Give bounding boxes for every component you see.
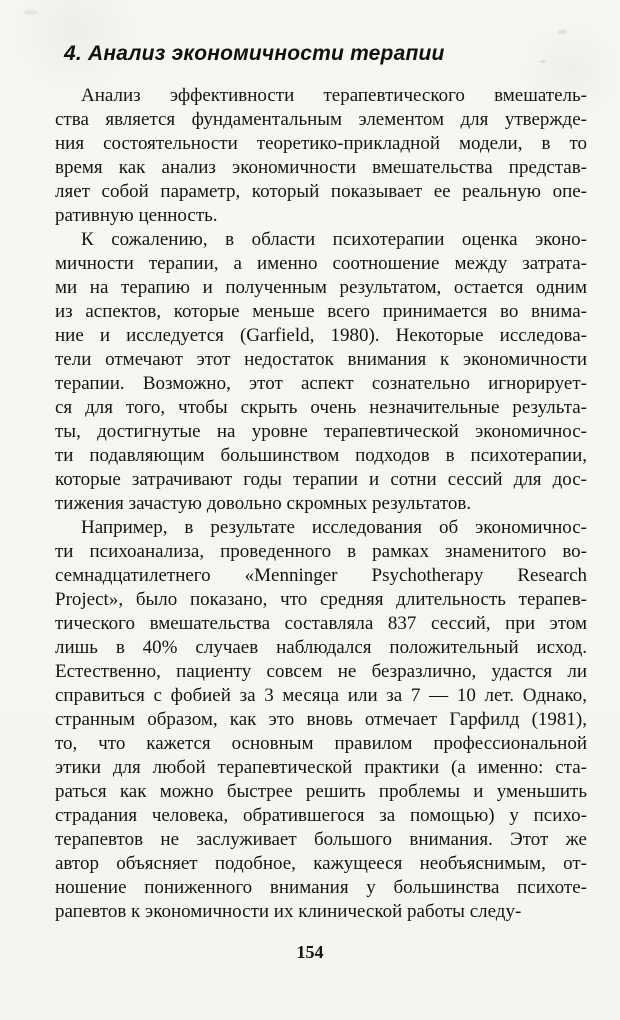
text-line: ние и исследуется (Garfield, 1980). Некоторые исследова- [55, 325, 587, 346]
text-line: страдания человека, обратившегося за помощью) у психо- [55, 805, 587, 826]
text-line: ся для того, чтобы скрыть очень незначительные результа- [55, 397, 587, 418]
scan-artifact [558, 30, 567, 34]
text-line: тижения зачастую довольно скромных результатов. [55, 493, 472, 514]
paragraph [55, 516, 587, 924]
text-line: ношение пониженного внимания у большинства психоте- [55, 877, 587, 898]
text-line: тического вмешательства составляла 837 сессий, при этом [55, 613, 587, 634]
paragraph [55, 84, 587, 228]
text-line: семнадцатилетнего «Menninger Psychotherapy Research [55, 565, 587, 586]
scan-artifact [540, 60, 546, 63]
text-line: ты, достигнутые на уровне терапевтической экономичнос- [55, 421, 587, 442]
text-line: мичности терапии, а именно соотношение между затрата- [55, 253, 587, 274]
text-line: тели отмечают этот недостаток внимания к экономичности [55, 349, 587, 370]
text-line: терапии. Возможно, этот аспект сознательно игнорирует- [55, 373, 587, 394]
text-line: автор объясняет подобное, кажущееся необъяснимым, от- [55, 853, 587, 874]
text-line: ративную ценность. [55, 205, 218, 226]
text-line: Анализ эффективности терапевтического вмешатель- [81, 85, 587, 106]
text-line: ляет собой параметр, который показывает ее реальную опе- [55, 181, 587, 202]
text-line: которые затрачивают годы терапии и сотни сессий для дос- [55, 469, 587, 490]
text-line: раться как можно быстрее решить проблемы и уменьшить [55, 781, 587, 802]
page-number: 154 [296, 942, 324, 962]
text-line: ми на терапию и полученным результатом, остается одним [55, 277, 587, 298]
page-body [55, 84, 587, 924]
text-line: Например, в результате исследования об экономичнос- [81, 517, 587, 538]
text-line: справиться с фобией за 3 месяца или за 7 — 10 лет. Однако, [55, 685, 587, 706]
text-line: Естественно, пациенту совсем не безразлично, удастся ли [55, 661, 587, 682]
section-heading: 4. Анализ экономичности терапии [64, 42, 445, 65]
text-line: время как анализ экономичности вмешательства представ- [55, 157, 587, 178]
text-line: терапевтов не заслуживает большого внимания. Этот же [55, 829, 587, 850]
text-line: К сожалению, в области психотерапии оценка эконо- [81, 229, 587, 250]
scan-artifact [24, 10, 38, 15]
text-line: этики для любой терапевтической практики (а именно: ста- [55, 757, 587, 778]
text-line: то, что кажется основным правилом профессиональной [55, 733, 587, 754]
text-line: Project», было показано, что средняя длительность терапев- [55, 589, 587, 610]
paragraph [55, 228, 587, 516]
text-line: ти психоанализа, проведенного в рамках знаменитого во- [55, 541, 587, 562]
text-line: из аспектов, которые меньше всего принимается во внима- [55, 301, 587, 322]
text-line: странным образом, как это вновь отмечает Гарфилд (1981), [55, 709, 587, 730]
text-line: ства является фундаментальным элементом для утвержде- [55, 109, 587, 130]
text-line: рапевтов к экономичности их клинической работы следу- [55, 901, 522, 922]
text-line: лишь в 40% случаев наблюдался положительный исход. [55, 637, 587, 658]
text-line: ния состоятельности теоретико-прикладной модели, в то [55, 133, 587, 154]
text-line: ти подавляющим большинством подходов в психотерапии, [55, 445, 587, 466]
